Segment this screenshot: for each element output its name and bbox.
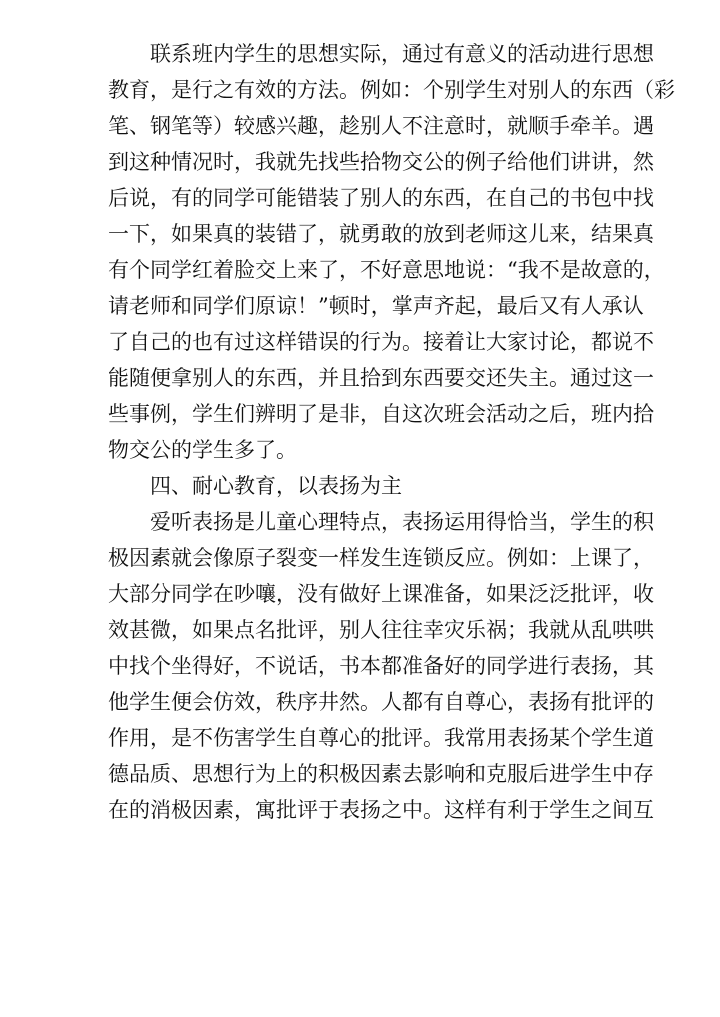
text-line: 些事例，学生们辨明了是非，自这次班会活动之后，班内拾	[108, 402, 654, 426]
text-line: 有个同学红着脸交上来了，不好意思地说：“我不是故意的，	[108, 258, 665, 282]
text-line: 效甚微，如果点名批评，别人往往幸灾乐祸；我就从乱哄哄	[108, 618, 654, 642]
text-line: 物交公的学生多了。	[108, 438, 297, 462]
text-line: 了自己的也有过这样错误的行为。接着让大家讨论，都说不	[108, 330, 654, 354]
text-line: 联系班内学生的思想实际，通过有意义的活动进行思想	[150, 42, 654, 66]
text-line: 笔、钢笔等）较感兴趣，趁别人不注意时，就顺手牵羊。遇	[108, 114, 654, 138]
text-line: 在的消极因素，寓批评于表扬之中。这样有利于学生之间互	[108, 798, 654, 822]
document-body	[108, 36, 675, 828]
text-line: 作用，是不伤害学生自尊心的批评。我常用表扬某个学生道	[108, 726, 654, 750]
section-heading: 四、耐心教育，以表扬为主	[150, 474, 402, 498]
text-line: 到这种情况时，我就先找些拾物交公的例子给他们讲讲，然	[108, 150, 654, 174]
text-line: 能随便拿别人的东西，并且拾到东西要交还失主。通过这一	[108, 366, 654, 390]
text-line: 他学生便会仿效，秩序井然。人都有自尊心，表扬有批评的	[108, 690, 654, 714]
text-line: 一下，如果真的装错了，就勇敢的放到老师这儿来，结果真	[108, 222, 654, 246]
text-line: 请老师和同学们原谅！”顿时，掌声齐起，最后又有人承认	[108, 294, 644, 318]
text-line: 后说，有的同学可能错装了别人的东西，在自己的书包中找	[108, 186, 654, 210]
paragraph-2	[108, 504, 654, 828]
paragraph-1	[108, 36, 675, 468]
text-line: 德品质、思想行为上的积极因素去影响和克服后进学生中存	[108, 762, 654, 786]
text-line: 大部分同学在吵嚷，没有做好上课准备，如果泛泛批评，收	[108, 582, 654, 606]
text-line: 中找个坐得好，不说话，书本都准备好的同学进行表扬，其	[108, 654, 654, 678]
text-line: 极因素就会像原子裂变一样发生连锁反应。例如：上课了，	[108, 546, 654, 570]
text-line: 爱听表扬是儿童心理特点，表扬运用得恰当，学生的积	[150, 510, 654, 534]
text-line: 教育，是行之有效的方法。例如：个别学生对别人的东西（彩	[108, 78, 675, 102]
